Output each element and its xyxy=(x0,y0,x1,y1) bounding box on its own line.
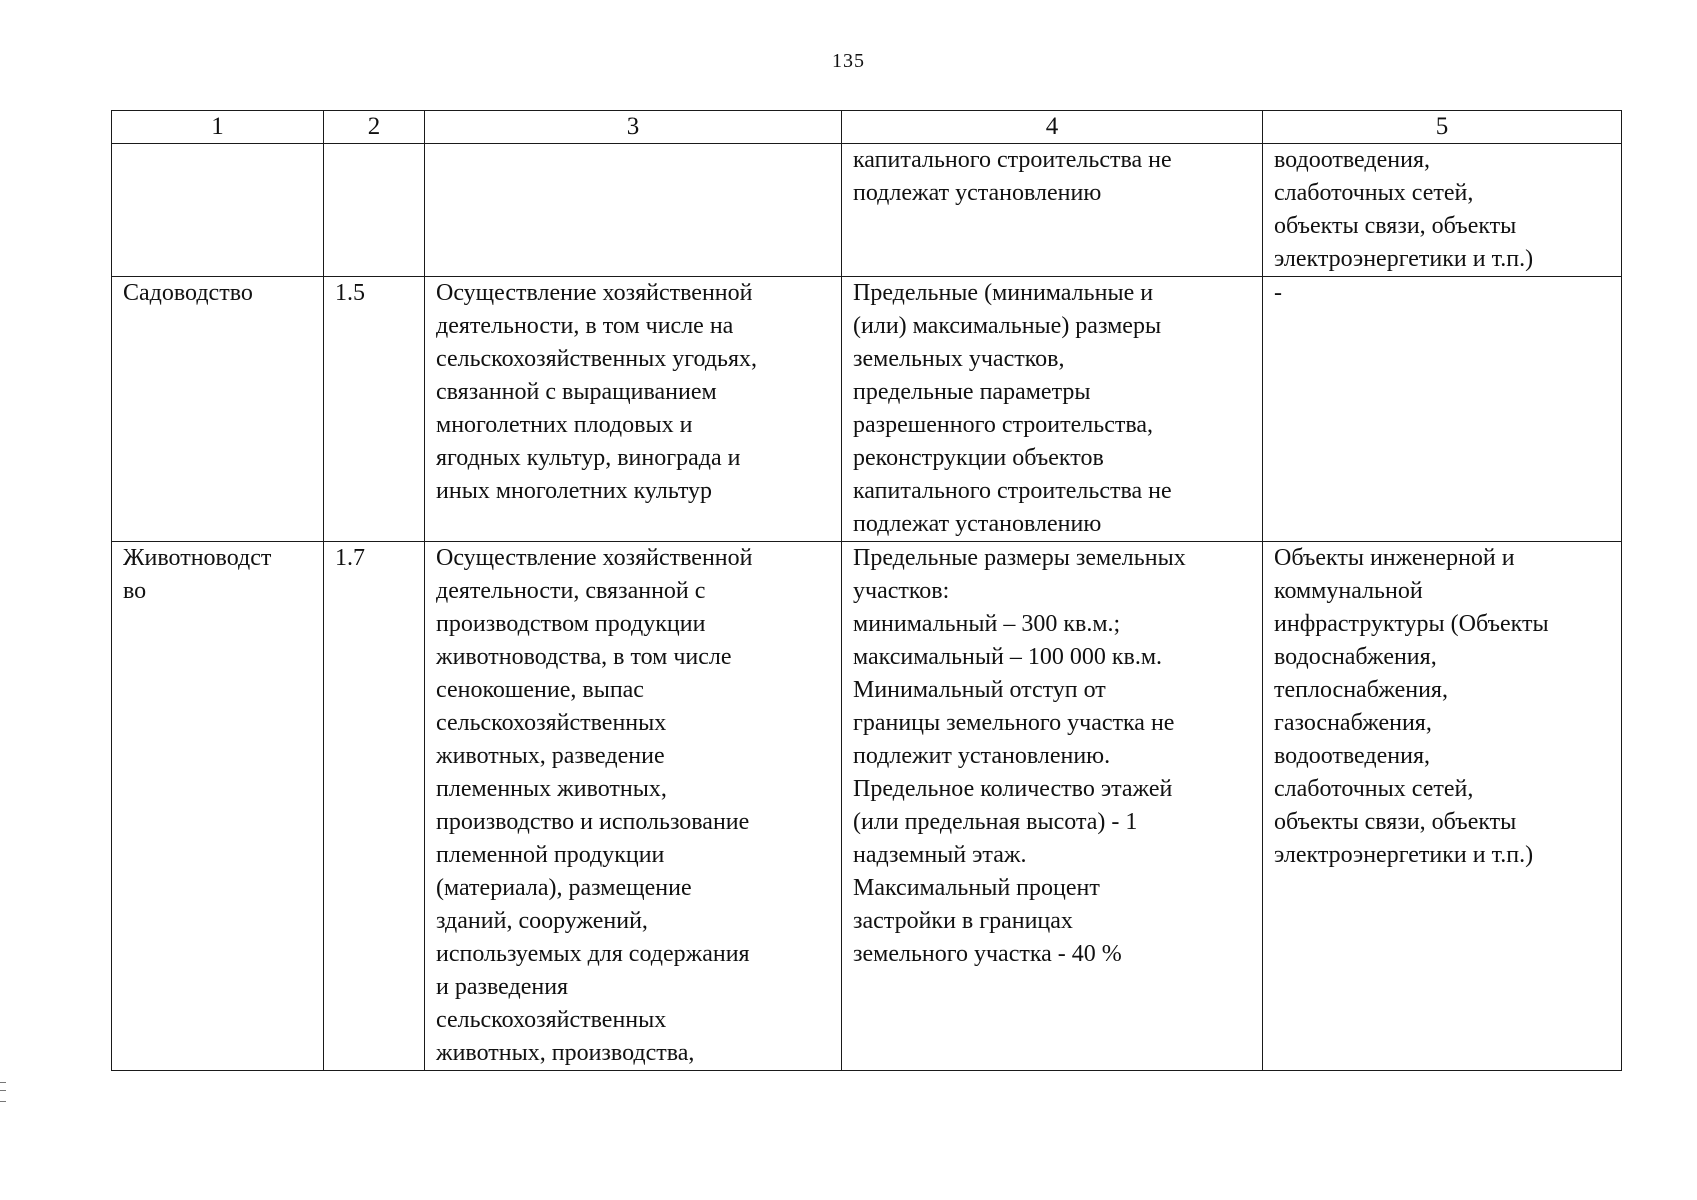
column-header-4: 4 xyxy=(842,111,1263,144)
cell-land-use-code xyxy=(324,144,425,277)
table-row-sadovodstvo xyxy=(112,277,1622,542)
scan-edge-mark xyxy=(0,1082,6,1102)
column-header-3: 3 xyxy=(425,111,842,144)
cell-land-use-name: Животноводст во xyxy=(112,542,324,1071)
cell-parameters: Предельные (минимальные и (или) максимальные) размеры земельных участков, предельные параметры разрешенного строительства, реконструкции объектов капитального строительства не подлежат установлению xyxy=(842,277,1263,542)
cell-land-use-code: 1.5 xyxy=(324,277,425,542)
column-header-5: 5 xyxy=(1263,111,1622,144)
cell-description xyxy=(425,144,842,277)
cell-objects: Объекты инженерной и коммунальной инфраструктуры (Объекты водоснабжения, теплоснабжения, газоснабжения, водоотведения, слаботочных сетей, объекты связи, объекты электроэнергетики и т.п.) xyxy=(1263,542,1622,1071)
table-row-continuation xyxy=(112,144,1622,277)
cell-parameters: Предельные размеры земельных участков: минимальный – 300 кв.м.; максимальный – 100 000 кв.м. Минимальный отступ от границы земельного участка не подлежит установлению. Предельное количество этажей (или предельная высота) - 1 надземный этаж. Максимальный процент застройки в границах земельного участка - 40 % xyxy=(842,542,1263,1071)
page-number: 135 xyxy=(832,50,865,72)
cell-objects: водоотведения, слаботочных сетей, объекты связи, объекты электроэнергетики и т.п.) xyxy=(1263,144,1622,277)
cell-land-use-name xyxy=(112,144,324,277)
cell-description: Осуществление хозяйственной деятельности, в том числе на сельскохозяйственных угодьях, связанной с выращиванием многолетних плодовых и ягодных культур, винограда и иных многолетних культур xyxy=(425,277,842,542)
column-header-2: 2 xyxy=(324,111,425,144)
cell-land-use-name: Садоводство xyxy=(112,277,324,542)
table-row-zhivotnovodstvo xyxy=(112,542,1622,1071)
cell-land-use-code: 1.7 xyxy=(324,542,425,1071)
header-row xyxy=(112,111,1622,144)
cell-parameters: капитального строительства не подлежат установлению xyxy=(842,144,1263,277)
cell-description: Осуществление хозяйственной деятельности, связанной с производством продукции животноводства, в том числе сенокошение, выпас сельскохозяйственных животных, разведение племенных животных, производство и использование племенной продукции (материала), размещение зданий, сооружений, используемых для содержания и разведения сельскохозяйственных животных, производства, xyxy=(425,542,842,1071)
column-header-1: 1 xyxy=(112,111,324,144)
land-use-table xyxy=(111,110,1622,1071)
cell-objects: - xyxy=(1263,277,1622,542)
